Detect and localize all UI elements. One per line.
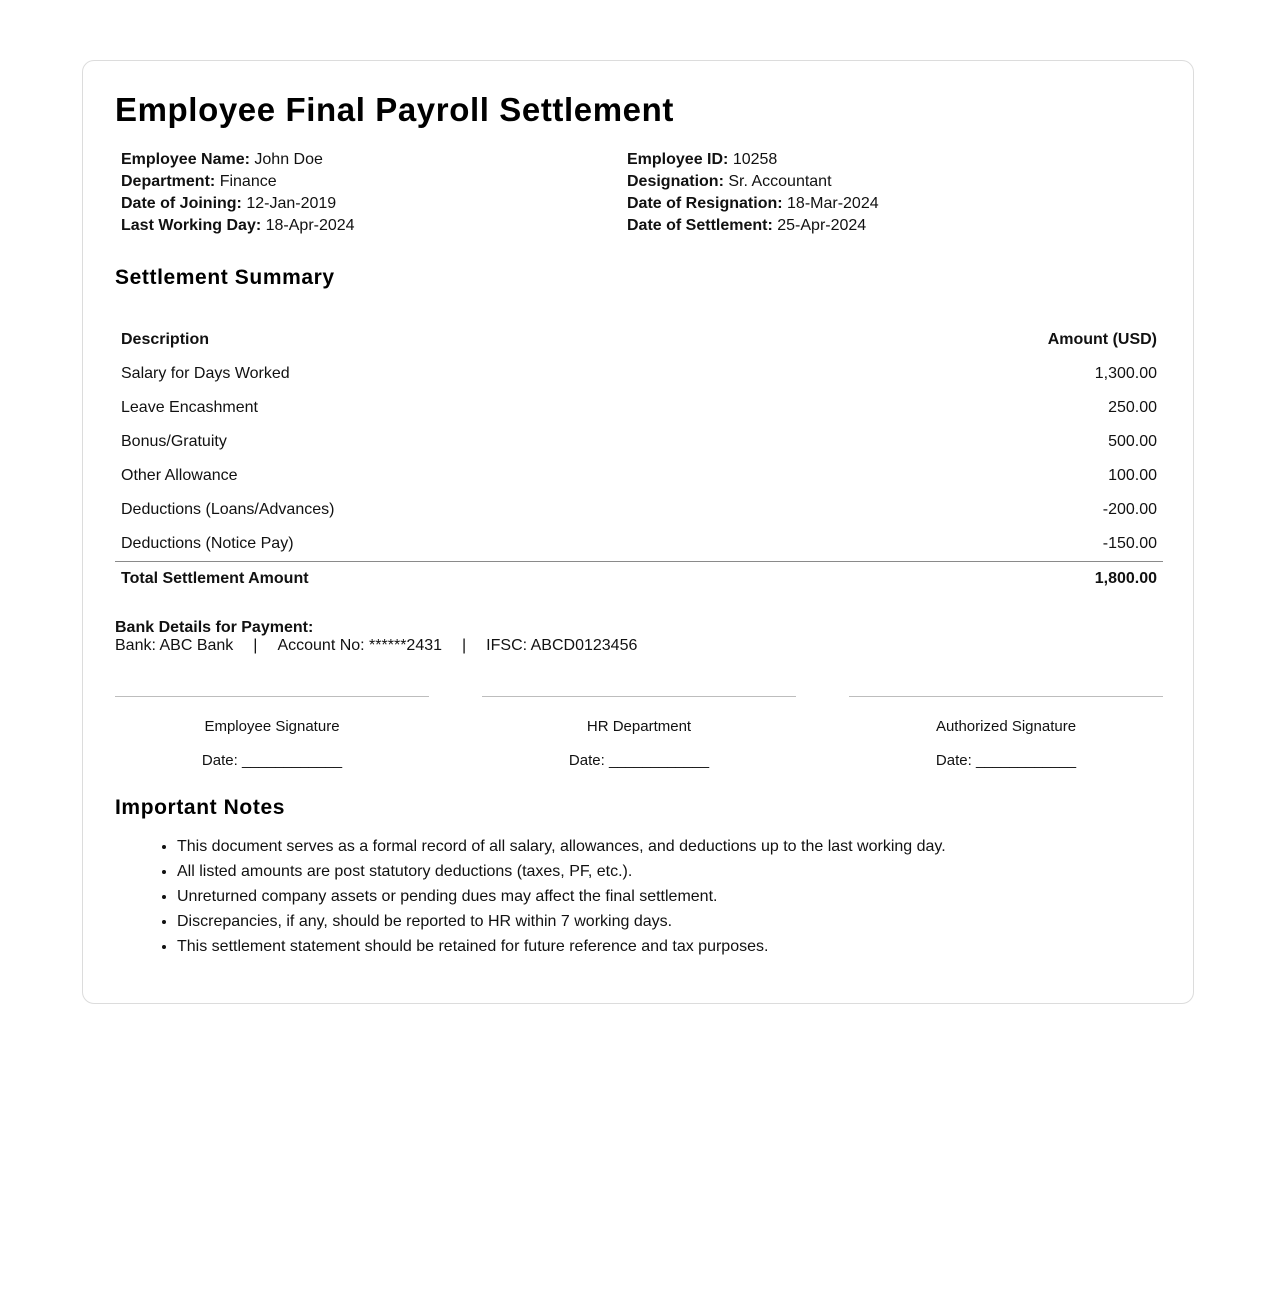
page-title: Employee Final Payroll Settlement — [115, 91, 674, 128]
column-header-amount: Amount (USD) — [1047, 331, 1157, 348]
info-date-of-settlement — [627, 215, 1127, 237]
total-label: Total Settlement Amount — [115, 562, 796, 597]
bank-separator: | — [253, 637, 258, 654]
bank-account-number: Account No: ******2431 — [277, 637, 443, 654]
row-description: Bonus/Gratuity — [121, 433, 227, 450]
signature-block-employee — [115, 696, 429, 772]
info-label: Department: — [121, 173, 216, 190]
info-value: 25-Apr-2024 — [777, 217, 867, 234]
bank-ifsc: IFSC: ABCD0123456 — [486, 637, 638, 654]
row-description: Deductions (Loans/Advances) — [121, 501, 335, 518]
row-amount: -200.00 — [1102, 501, 1157, 518]
table-row — [115, 425, 1163, 459]
bank-details-heading: Bank Details for Payment: — [115, 619, 314, 636]
list-item: • Discrepancies, if any, should be reported to HR within 7 working days. — [177, 909, 946, 934]
info-value: 12-Jan-2019 — [246, 195, 337, 212]
bank-details — [115, 619, 637, 655]
list-item: • This document serves as a formal record of all salary, allowances, and deductions up to the last working day. — [177, 834, 946, 859]
row-description: Leave Encashment — [121, 399, 258, 416]
row-description: Salary for Days Worked — [121, 365, 290, 382]
signature-date: Date: ____________ — [201, 752, 343, 769]
signature-line — [115, 696, 429, 697]
table-header-row — [115, 323, 1163, 357]
important-notes-heading: Important Notes — [115, 796, 286, 819]
table-row — [115, 357, 1163, 391]
info-value: Sr. Accountant — [728, 173, 832, 190]
table-row — [115, 391, 1163, 425]
signature-label: HR Department — [586, 718, 692, 735]
signature-block-hr — [482, 696, 796, 772]
info-designation — [627, 171, 1127, 193]
employee-info-grid — [121, 149, 1165, 237]
info-label: Date of Joining: — [121, 195, 242, 212]
bank-separator: | — [462, 637, 467, 654]
info-last-working-day — [121, 215, 627, 237]
info-value: John Doe — [254, 151, 323, 168]
signature-date: Date: ____________ — [935, 752, 1077, 769]
total-row — [115, 562, 1163, 597]
info-value: Finance — [219, 173, 277, 190]
info-label: Employee ID: — [627, 151, 729, 168]
info-value: 18-Mar-2024 — [787, 195, 879, 212]
info-value: 18-Apr-2024 — [265, 217, 355, 234]
bank-name: Bank: ABC Bank — [115, 637, 234, 654]
row-description: Deductions (Notice Pay) — [121, 535, 294, 552]
signature-date: Date: ____________ — [568, 752, 710, 769]
info-label: Date of Settlement: — [627, 217, 773, 234]
total-amount: 1,800.00 — [796, 562, 1163, 597]
info-label: Date of Resignation: — [627, 195, 783, 212]
table-row — [115, 493, 1163, 527]
table-row — [115, 527, 1163, 562]
bank-details-line — [115, 637, 637, 655]
list-item: • Unreturned company assets or pending dues may affect the final settlement. — [177, 884, 946, 909]
row-amount: -150.00 — [1102, 535, 1157, 552]
row-amount: 100.00 — [1108, 467, 1157, 484]
info-employee-name — [121, 149, 627, 171]
signature-line — [482, 696, 796, 697]
signature-block-authorized — [849, 696, 1163, 772]
signature-row — [115, 696, 1163, 772]
signature-line — [849, 696, 1163, 697]
info-department — [121, 171, 627, 193]
notes-list — [115, 834, 946, 959]
row-amount: 250.00 — [1108, 399, 1157, 416]
signature-label: Employee Signature — [204, 718, 340, 735]
info-date-of-resignation — [627, 193, 1127, 215]
info-label: Employee Name: — [121, 151, 250, 168]
row-amount: 500.00 — [1108, 433, 1157, 450]
info-date-of-joining — [121, 193, 627, 215]
list-item: • All listed amounts are post statutory deductions (taxes, PF, etc.). — [177, 859, 946, 884]
list-item: • This settlement statement should be retained for future reference and tax purposes. — [177, 934, 946, 959]
row-amount: 1,300.00 — [1094, 365, 1157, 382]
row-description: Other Allowance — [121, 467, 238, 484]
signature-label: Authorized Signature — [935, 718, 1077, 735]
settlement-document — [82, 60, 1194, 1004]
settlement-summary-heading: Settlement Summary — [115, 266, 335, 289]
column-header-description: Description — [121, 331, 210, 348]
info-label: Last Working Day: — [121, 217, 262, 234]
settlement-table — [115, 323, 1163, 596]
table-row — [115, 459, 1163, 493]
info-label: Designation: — [627, 173, 724, 190]
info-employee-id — [627, 149, 1127, 171]
info-value: 10258 — [732, 151, 778, 168]
